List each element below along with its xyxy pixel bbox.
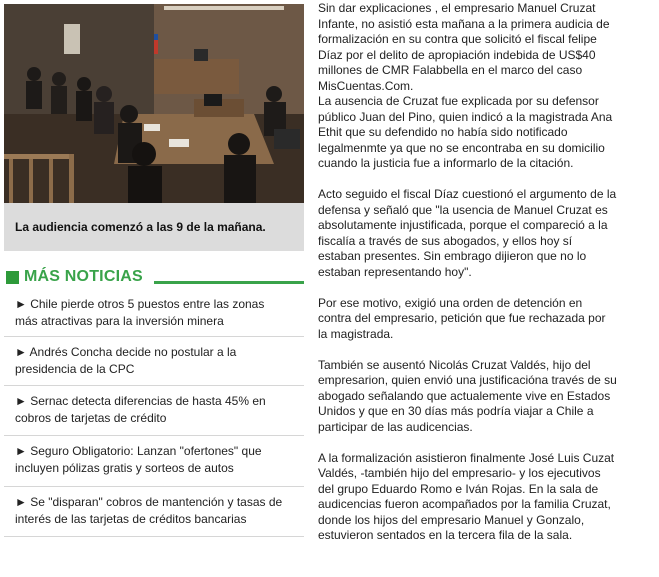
courtroom-photo — [4, 4, 304, 203]
news-item — [4, 386, 304, 436]
article-body — [318, 1, 618, 544]
news-item — [4, 487, 304, 537]
article-paragraph: Por ese motivo, exigió una orden de detención en contra del empresario, petición que fue rechazada por la magistrada. — [318, 295, 606, 341]
article-paragraph: Sin dar explicaciones , el empresario Manuel Cruzat Infante, no asistió esta mañana a la primera audicia de formalización en su contra que solicitó el fiscal felipe Díaz por el delito de apropiación indebida de US$40 millones de CMR Falabbella en el marco del caso MisCuentas.Com. — [318, 1, 610, 93]
green-square-icon — [6, 271, 19, 284]
section-divider-line — [154, 281, 304, 284]
news-item — [4, 289, 304, 337]
photo-caption-box — [4, 203, 304, 251]
news-link[interactable]: ► Seguro Obligatorio: Lanzan "ofertones" que incluyen pólizas gratis y sorteos de autos — [15, 444, 262, 475]
mas-noticias-header — [4, 268, 304, 288]
photo-caption: La audiencia comenzó a las 9 de la mañana. — [15, 220, 266, 234]
news-item — [4, 436, 304, 487]
article-paragraph: También se ausentó Nicolás Cruzat Valdés, hijo del empresarion, quien envió una justificacióna través de su abogado señalando que actualemente vive en Estados Unidos y que en 30 días más podría viajar a Chile a participar de las audicencias. — [318, 357, 617, 434]
article-paragraph: Acto seguido el fiscal Díaz cuestionó el argumento de la defensa y señaló que "la usencia de Manuel Cruzat es absolutamente injustificada, porque el compareció a la fiscalía a través de sus abogados, y ellos hoy sí estaban presentes. Sin embrago dijieron que no lo estaban representando hoy". — [318, 187, 617, 279]
news-link[interactable]: ► Chile pierde otros 5 puestos entre las zonas más atractivas para la inversión minera — [15, 297, 265, 328]
news-link[interactable]: ► Se "disparan" cobros de mantención y tasas de interés de las tarjetas de créditos bancarias — [15, 495, 283, 526]
mas-noticias-title: MÁS NOTICIAS — [24, 268, 143, 285]
news-item — [4, 337, 304, 386]
news-link[interactable]: ► Andrés Concha decide no postular a la presidencia de la CPC — [15, 345, 237, 376]
news-link[interactable]: ► Sernac detecta diferencias de hasta 45% en cobros de tarjetas de crédito — [15, 394, 266, 425]
article-paragraph: A la formalización asistieron finalmente José Luis Cuzat Valdés, -también hijo del empresario- y los ejecutivos del grupo Eduardo Romo e Iván Rojas. En la sala de audicencias fueron acompañados por la familia Cruzat, donde los hijos del empresario Manuel y Gonzalo, estuvieron sentados en la tercera fila de la sala. — [318, 450, 615, 542]
article-paragraph: La ausencia de Cruzat fue explicada por su defensor público Juan del Pino, quien indicó a la magistrada Ana Ethit que su defendido no había sido notificado legalmenmte ya que no se encontraba en su domicilio cuando la justicia fue a informarlo de la citación. — [318, 94, 613, 170]
courtroom-illustration — [4, 4, 304, 203]
